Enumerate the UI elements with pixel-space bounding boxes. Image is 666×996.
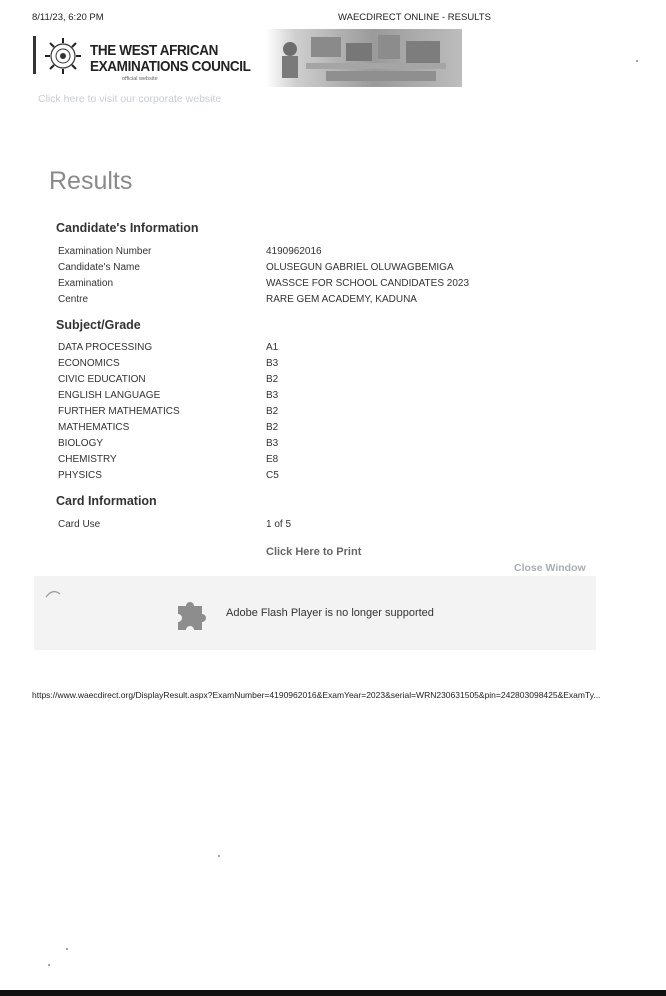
corporate-website-link[interactable]: Click here to visit our corporate website	[38, 93, 222, 105]
subject-grade-heading: Subject/Grade	[56, 318, 141, 332]
brand-name	[90, 43, 251, 75]
candidate-value: RARE GEM ACADEMY, KADUNA	[266, 294, 417, 305]
subject-grade: B2	[266, 422, 279, 433]
candidate-value: OLUSEGUN GABRIEL OLUWAGBEMIGA	[266, 262, 454, 273]
brand-subtitle: official website	[122, 76, 158, 82]
page-title: Results	[49, 167, 133, 195]
candidate-label: Candidate's Name	[58, 262, 140, 273]
subject-grade: B3	[266, 390, 279, 401]
subject-name: BIOLOGY	[58, 438, 104, 449]
subject-name: MATHEMATICS	[58, 422, 130, 433]
subject-name: CIVIC EDUCATION	[58, 374, 146, 385]
arc-icon	[44, 588, 62, 598]
close-window-link[interactable]: Close Window	[514, 562, 586, 574]
scan-bottom-edge	[0, 990, 666, 996]
flash-unsupported-message: Adobe Flash Player is no longer supported	[226, 607, 434, 619]
subject-grade: B2	[266, 374, 279, 385]
candidate-label: Examination	[58, 278, 114, 289]
card-use-value: 1 of 5	[266, 519, 292, 530]
brand-name-line1: THE WEST AFRICAN	[90, 42, 218, 59]
subject-name: CHEMISTRY	[58, 454, 117, 465]
subject-grade: B3	[266, 358, 279, 369]
waec-logo-icon[interactable]	[40, 36, 86, 76]
brand-name-line2: EXAMINATIONS COUNCIL	[90, 58, 251, 75]
scan-speck	[636, 60, 638, 62]
footer-url: https://www.waecdirect.org/DisplayResult.aspx?ExamNumber=4190962016&ExamYear=2023&serial=WRN230631505&pin=242803098425&ExamTy...	[32, 690, 601, 700]
puzzle-piece-icon	[172, 594, 212, 634]
subject-grade: E8	[266, 454, 279, 465]
subject-grade: B2	[266, 406, 279, 417]
subject-grade: A1	[266, 342, 279, 353]
candidate-value: 4190962016	[266, 246, 322, 257]
header-divider	[33, 36, 36, 74]
card-info-heading: Card Information	[56, 494, 157, 508]
subject-name: FURTHER MATHEMATICS	[58, 406, 180, 417]
scan-speck	[218, 855, 220, 857]
print-link[interactable]: Click Here to Print	[266, 546, 362, 558]
print-page-title: WAECDIRECT ONLINE - RESULTS	[338, 12, 491, 23]
subject-name: PHYSICS	[58, 470, 102, 481]
header-banner-image	[266, 29, 462, 87]
candidate-info-heading: Candidate's Information	[56, 221, 199, 235]
print-datetime: 8/11/23, 6:20 PM	[32, 12, 104, 23]
subject-grade: B3	[266, 438, 279, 449]
subject-name: DATA PROCESSING	[58, 342, 153, 353]
card-use-label: Card Use	[58, 519, 101, 530]
subject-name: ENGLISH LANGUAGE	[58, 390, 161, 401]
subject-grade: C5	[266, 470, 279, 481]
scan-speck	[48, 964, 50, 966]
candidate-value: WASSCE FOR SCHOOL CANDIDATES 2023	[266, 278, 470, 289]
subject-name: ECONOMICS	[58, 358, 120, 369]
scan-speck	[66, 948, 68, 950]
candidate-label: Centre	[58, 294, 89, 305]
candidate-label: Examination Number	[58, 246, 152, 257]
